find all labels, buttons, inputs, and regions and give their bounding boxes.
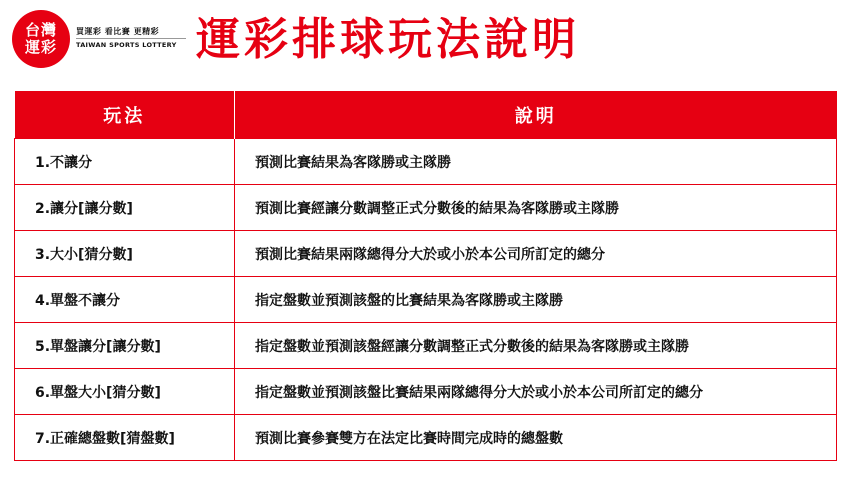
logo-text-line1: 台灣 [24,21,57,39]
table-row [15,369,837,415]
description-cell: 預測比賽結果兩隊總得分大於或小於本公司所訂定的總分 [235,231,837,277]
column-header-description: 說明 [235,91,837,139]
description-cell: 指定盤數並預測該盤比賽結果兩隊總得分大於或小於本公司所訂定的總分 [235,369,837,415]
description-cell: 指定盤數並預測該盤的比賽結果為客隊勝或主隊勝 [235,277,837,323]
table-header-row [15,91,837,139]
rules-table [14,91,837,461]
brand-divider [76,38,186,39]
brand-slogan: 買運彩 看比賽 更精彩 [76,27,160,36]
play-type-cell: 6.單盤大小[猜分數] [15,369,235,415]
description-cell: 指定盤數並預測該盤經讓分數調整正式分數後的結果為客隊勝或主隊勝 [235,323,837,369]
page-title: 運彩排球玩法說明 [196,14,580,65]
brand-english-name: TAIWAN SPORTS LOTTERY [76,41,177,49]
table-row [15,231,837,277]
description-cell: 預測比賽結果為客隊勝或主隊勝 [235,139,837,185]
play-type-cell: 2.讓分[讓分數] [15,185,235,231]
table-row [15,323,837,369]
description-cell: 預測比賽參賽雙方在法定比賽時間完成時的總盤數 [235,415,837,461]
description-cell: 預測比賽經讓分數調整正式分數後的結果為客隊勝或主隊勝 [235,185,837,231]
play-type-cell: 5.單盤讓分[讓分數] [15,323,235,369]
column-header-play-type: 玩法 [15,91,235,139]
play-type-cell: 4.單盤不讓分 [15,277,235,323]
table-row [15,139,837,185]
taiwan-sports-lottery-logo [12,10,70,68]
table-row [15,415,837,461]
play-type-cell: 1.不讓分 [15,139,235,185]
play-type-cell: 3.大小[猜分數] [15,231,235,277]
play-type-cell: 7.正確總盤數[猜盤數] [15,415,235,461]
table-row [15,185,837,231]
table-row [15,277,837,323]
logo-text-line2: 運彩 [24,38,57,56]
header [0,0,850,90]
